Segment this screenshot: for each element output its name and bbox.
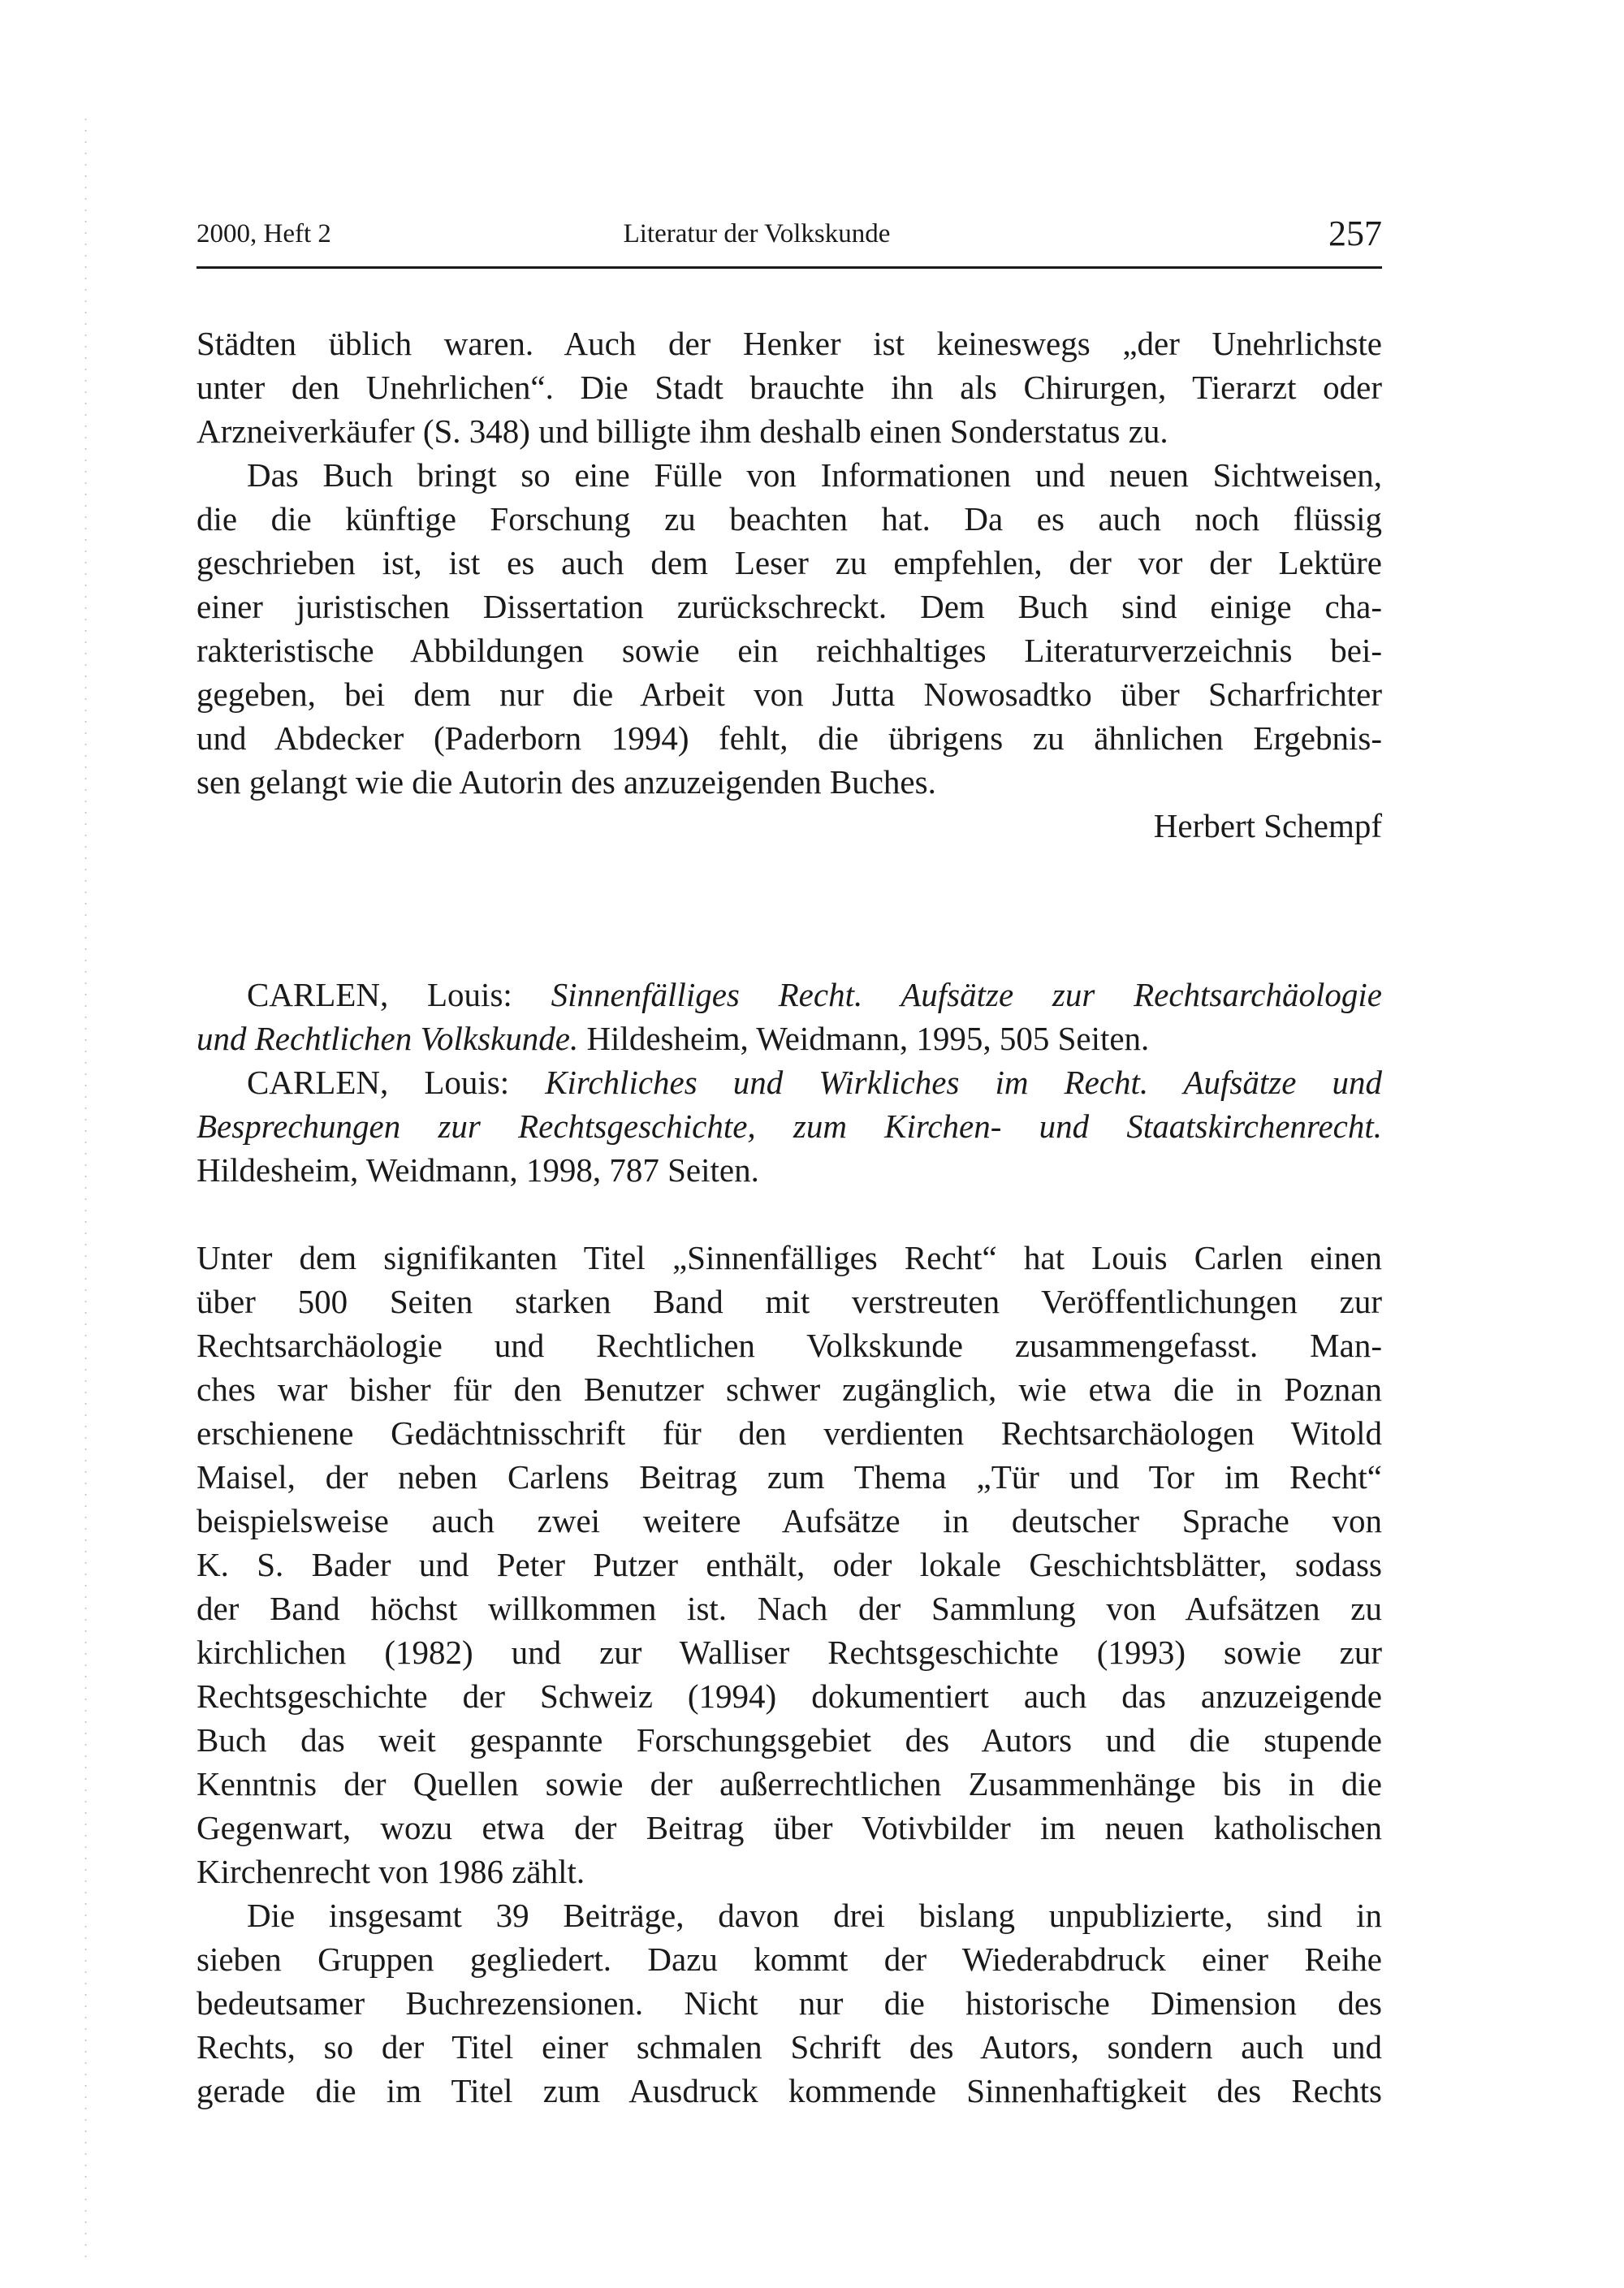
bib-entry-1-line-2 xyxy=(197,1017,1382,1060)
text-line: ches war bisher für den Benutzer schwer zugänglich, wie etwa die in Poznan xyxy=(197,1371,1382,1408)
text-line: Rechtsgeschichte der Schweiz (1994) dokumentiert auch das anzuzeigende xyxy=(197,1677,1382,1715)
bib-author: CARLEN, Louis: xyxy=(247,976,512,1013)
scan-margin-artifact xyxy=(84,114,87,2265)
issue-label: 2000, Heft 2 xyxy=(197,219,331,248)
text-line: der Band höchst willkommen ist. Nach der Sammlung von Aufsätzen zu xyxy=(197,1590,1382,1627)
text-line: erschienene Gedächtnisschrift für den verdienten Rechtsarchäologen Witold xyxy=(197,1414,1382,1452)
bib-entry-2-line-2: Besprechungen zur Rechtsgeschichte, zum Kirchen- und Staatskirchenrecht. xyxy=(197,1107,1382,1145)
text-line: sen gelangt wie die Autorin des anzuzeigenden Buches. xyxy=(197,763,936,801)
text-line: Städten üblich waren. Auch der Henker ist keineswegs „der Unehrlichste xyxy=(197,325,1382,362)
review-1 xyxy=(197,322,1382,848)
bib-title: Kirchliches und Wirkliches im Recht. Aufsätze und xyxy=(545,1064,1382,1101)
text-line: gegeben, bei dem nur die Arbeit von Jutta Nowosadtko über Scharfrichter xyxy=(197,676,1382,713)
text-line: einer juristischen Dissertation zurückschreckt. Dem Buch sind einige cha- xyxy=(197,588,1382,625)
bibliography xyxy=(197,973,1382,1192)
text-line: unter den Unehrlichen“. Die Stadt brauchte ihn als Chirurgen, Tierarzt oder xyxy=(197,369,1382,406)
header-rule xyxy=(197,266,1382,269)
text-line: Das Buch bringt so eine Fülle von Informationen und neuen Sichtweisen, xyxy=(247,456,1382,494)
text-line: geschrieben ist, ist es auch dem Leser zu empfehlen, der vor der Lektüre xyxy=(197,544,1382,581)
text-line: die die künftige Forschung zu beachten hat. Da es auch noch flüssig xyxy=(197,500,1382,537)
text-line: gerade die im Titel zum Ausdruck kommende Sinnenhaftigkeit des Rechts xyxy=(197,2072,1382,2109)
text-line: rakteristische Abbildungen sowie ein reichhaltiges Literaturverzeichnis bei- xyxy=(197,632,1382,669)
text-line: Gegenwart, wozu etwa der Beitrag über Votivbilder im neuen katholischen xyxy=(197,1809,1382,1846)
bib-publication: Hildesheim, Weidmann, 1995, 505 Seiten. xyxy=(586,1020,1150,1057)
text-line: Kenntnis der Quellen sowie der außerrechtlichen Zusammenhänge bis in die xyxy=(197,1765,1382,1802)
text-line: K. S. Bader und Peter Putzer enthält, oder lokale Geschichtsblätter, sodass xyxy=(197,1546,1382,1583)
text-line: Kirchenrecht von 1986 zählt. xyxy=(197,1853,585,1890)
text-line: Die insgesamt 39 Beiträge, davon drei bislang unpublizierte, sind in xyxy=(247,1897,1382,1934)
review-2 xyxy=(197,1236,1382,2113)
reviewer-name: Herbert Schempf xyxy=(1153,807,1382,844)
text-line: Unter dem signifikanten Titel „Sinnenfälliges Recht“ hat Louis Carlen einen xyxy=(197,1239,1382,1276)
text-line: sieben Gruppen gegliedert. Dazu kommt der Wiederabdruck einer Reihe xyxy=(197,1940,1382,1978)
text-line: beispielsweise auch zwei weitere Aufsätze in deutscher Sprache von xyxy=(197,1502,1382,1539)
text-line: bedeutsamer Buchrezensionen. Nicht nur die historische Dimension des xyxy=(197,1984,1382,2022)
page-number: 257 xyxy=(1328,214,1382,253)
bib-title: und Rechtlichen Volkskunde. xyxy=(197,1020,579,1057)
section-title: Literatur der Volkskunde xyxy=(623,219,891,248)
text-line: Rechts, so der Titel einer schmalen Schrift des Autors, sondern auch und xyxy=(197,2028,1382,2066)
running-header xyxy=(197,213,1382,253)
bib-author: CARLEN, Louis: xyxy=(247,1064,510,1101)
bib-title: Sinnenfälliges Recht. Aufsätze zur Rechtsarchäologie xyxy=(551,976,1382,1013)
bib-entry-2-line-3: Hildesheim, Weidmann, 1998, 787 Seiten. xyxy=(197,1151,759,1189)
text-line: Rechtsarchäologie und Rechtlichen Volkskunde zusammengefasst. Man- xyxy=(197,1327,1382,1364)
text-line: Buch das weit gespannte Forschungsgebiet des Autors und die stupende xyxy=(197,1721,1382,1759)
text-line: kirchlichen (1982) und zur Walliser Rechtsgeschichte (1993) sowie zur xyxy=(197,1634,1382,1671)
text-line: Arzneiverkäufer (S. 348) und billigte ihm deshalb einen Sonderstatus zu. xyxy=(197,412,1168,450)
text-line: und Abdecker (Paderborn 1994) fehlt, die übrigens zu ähnlichen Ergebnis- xyxy=(197,719,1382,757)
bib-entry-1-line-1 xyxy=(197,973,1382,1017)
text-line: Maisel, der neben Carlens Beitrag zum Thema „Tür und Tor im Recht“ xyxy=(197,1458,1382,1496)
bib-entry-2-line-1 xyxy=(197,1060,1382,1104)
text-line: über 500 Seiten starken Band mit verstreuten Veröffentlichungen zur xyxy=(197,1283,1382,1320)
